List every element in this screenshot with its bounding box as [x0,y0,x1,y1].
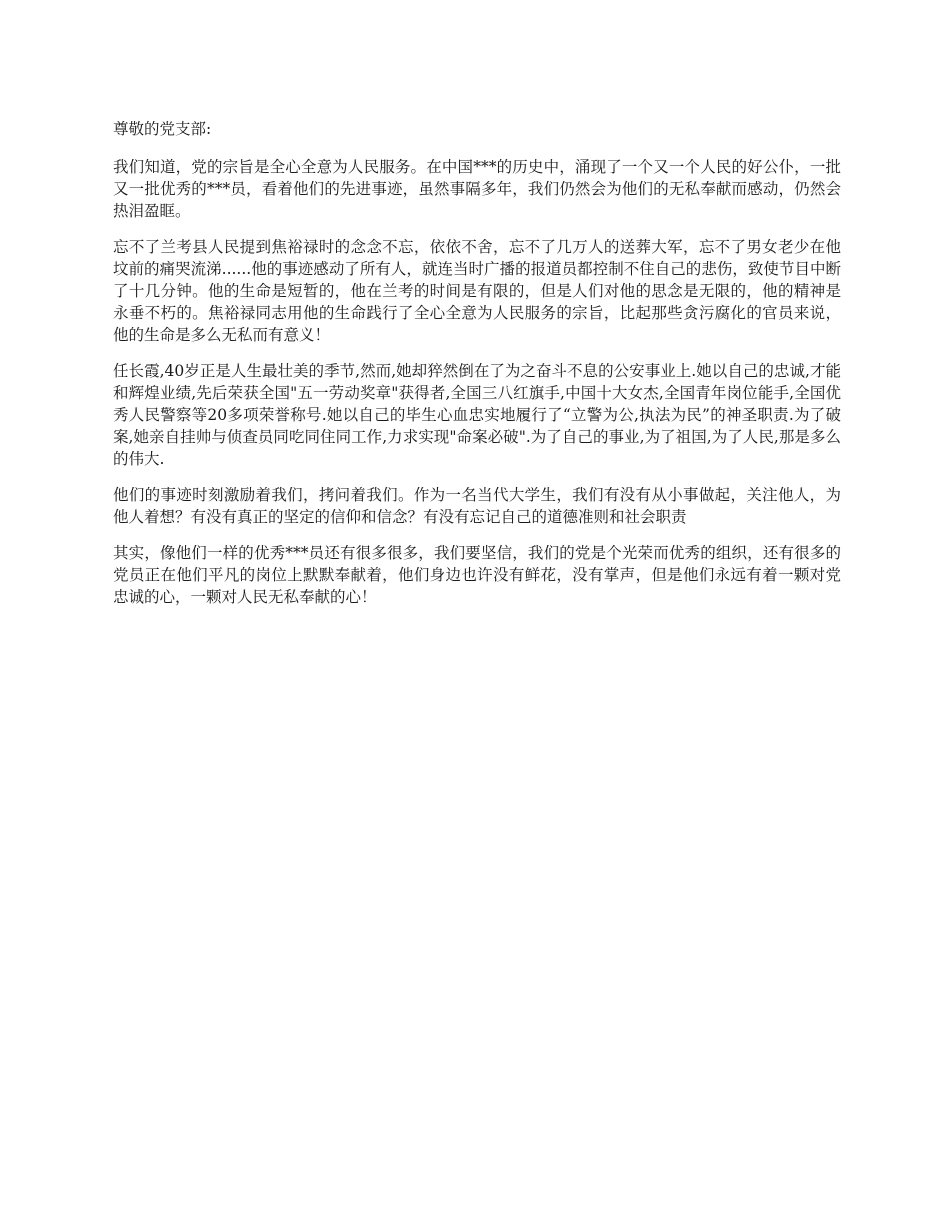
paragraph-4: 他们的事迹时刻激励着我们，拷问着我们。作为一名当代大学生，我们有没有从小事做起，关注他人，为他人着想？有没有真正的坚定的信仰和信念？有没有忘记自己的道德准则和社会职责 [113,486,841,526]
paragraph-1: 我们知道，党的宗旨是全心全意为人民服务。在中国***的历史中，涌现了一个又一个人民的好公仆，一批又一批优秀的***员，看着他们的先进事迹，虽然事隔多年，我们仍然会为他们的无私奉献而感动，仍然会热泪盈眶。 [113,158,841,220]
paragraph-5: 其实，像他们一样的优秀***员还有很多很多，我们要坚信，我们的党是个光荣而优秀的组织，还有很多的党员正在他们平凡的岗位上默默奉献着，他们身边也许没有鲜花，没有掌声，但是他们永远有着一颗对党忠诚的心，一颗对人民无私奉献的心！ [113,544,841,606]
paragraph-3: 任长霞,40岁正是人生最壮美的季节,然而,她却猝然倒在了为之奋斗不息的公安事业上.她以自己的忠诚,才能和辉煌业绩,先后荣获全国"五一劳动奖章"获得者,全国三八红旗手,中国十大女杰,全国青年岗位能手,全国优秀人民警察等20多项荣誉称号.她以自己的毕生心血忠实地履行了“立警为公,执法为民”的神圣职责.为了破案,她亲自挂帅与侦查员同吃同住同工作,力求实现"命案必破".为了自己的事业,为了祖国,为了人民,那是多么的伟大. [113,362,841,468]
salutation: 尊敬的党支部: [113,120,212,138]
paragraph-2: 忘不了兰考县人民提到焦裕禄时的念念不忘，依依不舍，忘不了几万人的送葬大军，忘不了男女老少在他坟前的痛哭流涕......他的事迹感动了所有人，就连当时广播的报道员都控制不住自己的悲伤，致使节目中断了十几分钟。他的生命是短暂的，他在兰考的时间是有限的，但是人们对他的思念是无限的，他的精神是永垂不朽的。焦裕禄同志用他的生命践行了全心全意为人民服务的宗旨，比起那些贪污腐化的官员来说，他的生命是多么无私而有意义！ [113,238,841,344]
document-page [113,118,841,622]
